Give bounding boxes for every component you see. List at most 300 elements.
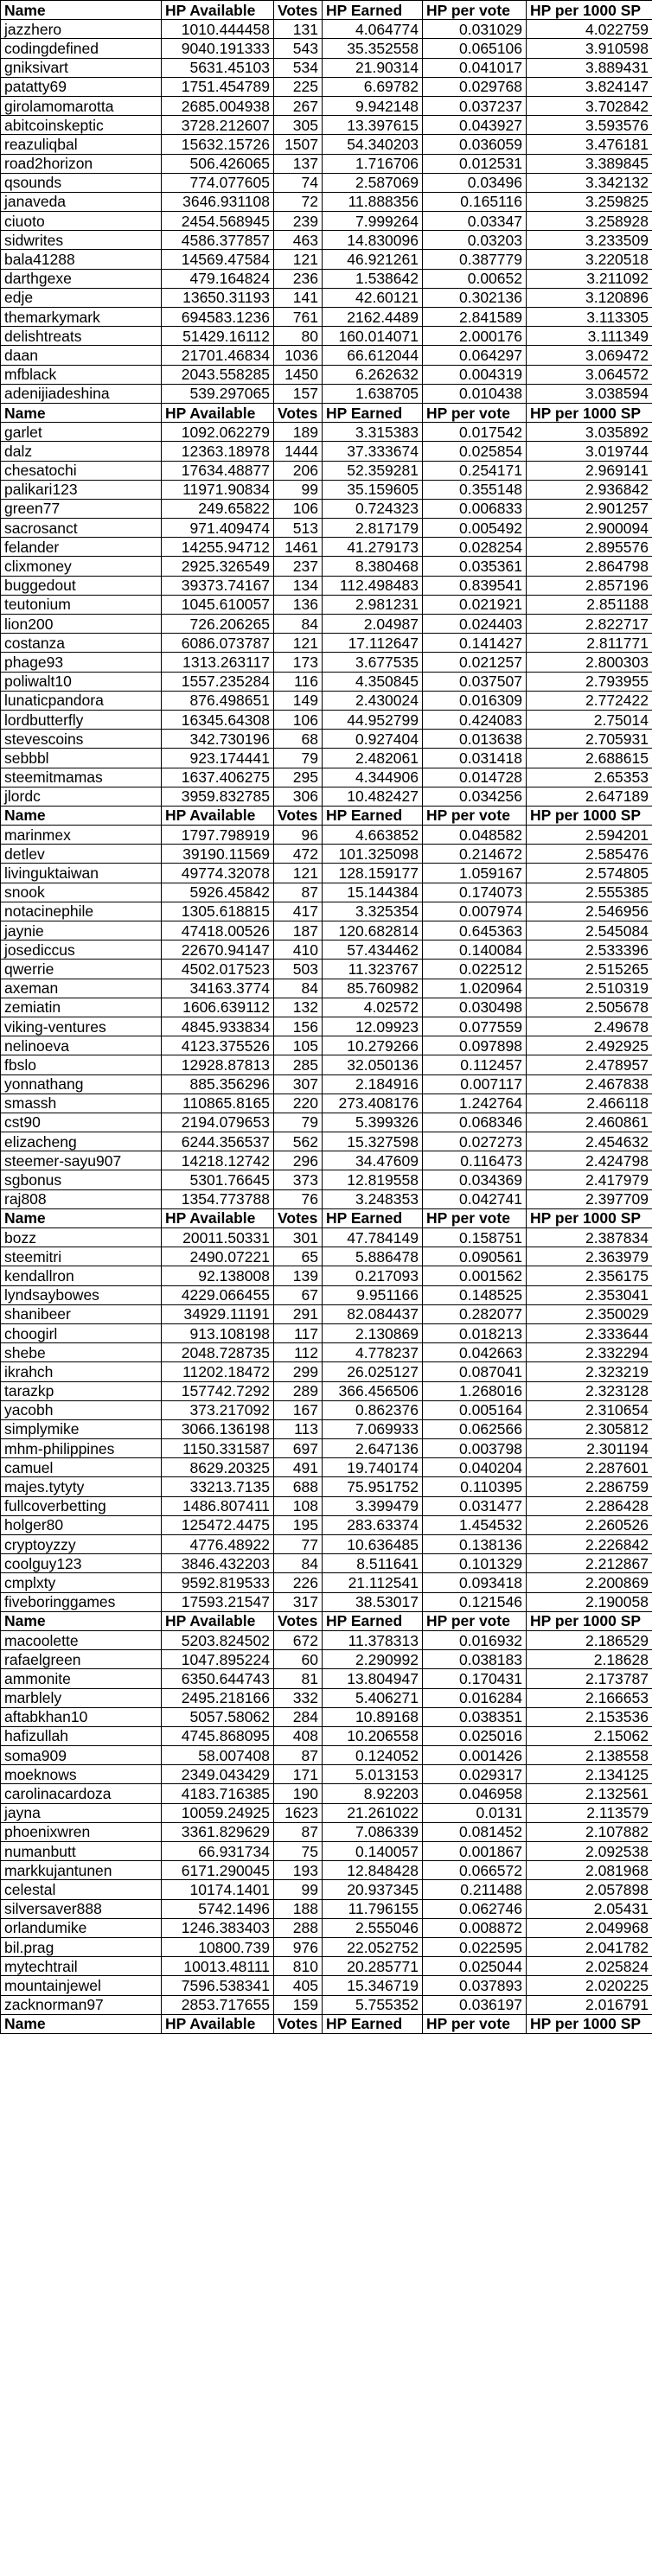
cell-hp-earned: 273.408176 (323, 1094, 423, 1113)
header-row (1, 1611, 652, 1630)
cell-hp-earned: 66.612044 (323, 346, 423, 365)
cell-votes: 1623 (274, 1803, 323, 1822)
table-row (1, 1132, 652, 1151)
table-row (1, 826, 652, 845)
cell-name: snook (1, 883, 162, 902)
header-row (1, 2014, 652, 2033)
cell-votes: 463 (274, 231, 323, 250)
cell-hp-earned: 47.784149 (323, 1228, 423, 1247)
cell-votes: 99 (274, 1880, 323, 1899)
cell-hp-per-1000-sp: 2.647189 (527, 787, 652, 806)
cell-hp-earned: 5.399326 (323, 1113, 423, 1132)
cell-hp-per-vote: 1.059167 (423, 864, 527, 883)
cell-hp-available: 479.164824 (162, 269, 274, 288)
cell-name: adenijiadeshina (1, 384, 162, 403)
cell-hp-per-vote: 0.093418 (423, 1573, 527, 1592)
cell-hp-earned: 160.014071 (323, 327, 423, 346)
table-row (1, 787, 652, 806)
cell-hp-earned: 2.817179 (323, 519, 423, 538)
cell-hp-earned: 32.050136 (323, 1055, 423, 1074)
table-row (1, 1074, 652, 1094)
cell-hp-per-1000-sp: 2.356175 (527, 1266, 652, 1285)
cell-name: jaynie (1, 921, 162, 940)
cell-hp-available: 1354.773788 (162, 1189, 274, 1208)
cell-hp-per-vote: 0.008872 (423, 1918, 527, 1937)
cell-name: marinmex (1, 826, 162, 845)
cell-hp-available: 4745.868095 (162, 1726, 274, 1745)
column-header-votes: Votes (274, 1611, 323, 1630)
cell-hp-available: 1047.895224 (162, 1650, 274, 1669)
cell-hp-available: 2495.218166 (162, 1688, 274, 1707)
cell-hp-available: 2043.558285 (162, 365, 274, 384)
cell-hp-per-1000-sp: 2.15062 (527, 1726, 652, 1745)
cell-votes: 77 (274, 1535, 323, 1554)
cell-hp-per-vote: 0.077559 (423, 1017, 527, 1036)
cell-hp-earned: 21.90314 (323, 58, 423, 77)
cell-hp-per-1000-sp: 2.417979 (527, 1170, 652, 1189)
cell-hp-per-vote: 0.029317 (423, 1765, 527, 1784)
cell-hp-earned: 4.02572 (323, 998, 423, 1017)
cell-hp-earned: 11.796155 (323, 1899, 423, 1918)
table-row (1, 1861, 652, 1880)
cell-hp-earned: 0.724323 (323, 499, 423, 518)
cell-name: ammonite (1, 1669, 162, 1688)
table-row (1, 1937, 652, 1956)
cell-hp-earned: 15.327598 (323, 1132, 423, 1151)
cell-votes: 79 (274, 749, 323, 768)
cell-hp-available: 12928.87813 (162, 1055, 274, 1074)
cell-votes: 188 (274, 1899, 323, 1918)
table-row (1, 1554, 652, 1573)
cell-hp-earned: 2.647136 (323, 1439, 423, 1458)
cell-hp-earned: 54.340203 (323, 135, 423, 154)
cell-hp-available: 3959.832785 (162, 787, 274, 806)
table-row (1, 1151, 652, 1170)
column-header-name: Name (1, 1611, 162, 1630)
cell-hp-per-1000-sp: 3.824147 (527, 77, 652, 96)
cell-hp-available: 17634.48877 (162, 461, 274, 480)
cell-hp-available: 10800.739 (162, 1937, 274, 1956)
table-row (1, 1784, 652, 1803)
table-row (1, 1017, 652, 1036)
cell-hp-per-vote: 0.03496 (423, 173, 527, 192)
cell-name: gniksivart (1, 58, 162, 77)
cell-votes: 187 (274, 921, 323, 940)
cell-hp-per-1000-sp: 2.332294 (527, 1343, 652, 1362)
cell-name: smassh (1, 1094, 162, 1113)
cell-hp-earned: 2.555046 (323, 1918, 423, 1937)
cell-hp-per-vote: 1.242764 (423, 1094, 527, 1113)
cell-hp-available: 1246.383403 (162, 1918, 274, 1937)
cell-hp-available: 1797.798919 (162, 826, 274, 845)
table-row (1, 1189, 652, 1208)
table-row (1, 864, 652, 883)
table-row (1, 1323, 652, 1342)
cell-votes: 106 (274, 710, 323, 729)
column-header-hp-per-vote: HP per vote (423, 1208, 527, 1227)
cell-name: holger80 (1, 1515, 162, 1534)
cell-hp-available: 1637.406275 (162, 768, 274, 787)
cell-hp-available: 913.108198 (162, 1323, 274, 1342)
cell-votes: 84 (274, 1554, 323, 1573)
cell-name: green77 (1, 499, 162, 518)
cell-hp-available: 539.297065 (162, 384, 274, 403)
cell-hp-available: 774.077605 (162, 173, 274, 192)
table-row (1, 979, 652, 998)
cell-hp-earned: 22.052752 (323, 1937, 423, 1956)
cell-hp-available: 6171.290045 (162, 1861, 274, 1880)
column-header-hp-earned: HP Earned (323, 1208, 423, 1227)
table-row (1, 691, 652, 710)
cell-hp-earned: 19.740174 (323, 1458, 423, 1477)
cell-hp-earned: 5.013153 (323, 1765, 423, 1784)
cell-hp-earned: 0.862376 (323, 1400, 423, 1419)
cell-hp-per-1000-sp: 2.190058 (527, 1592, 652, 1611)
column-header-name: Name (1, 1208, 162, 1227)
cell-hp-per-vote: 0.839541 (423, 576, 527, 595)
cell-name: mhm-philippines (1, 1439, 162, 1458)
table-row (1, 96, 652, 115)
cell-votes: 75 (274, 1842, 323, 1861)
column-header-name: Name (1, 403, 162, 422)
cell-hp-per-1000-sp: 2.705931 (527, 730, 652, 749)
cell-votes: 810 (274, 1957, 323, 1976)
cell-hp-per-vote: 0.001562 (423, 1266, 527, 1285)
cell-hp-earned: 10.482427 (323, 787, 423, 806)
cell-hp-available: 49774.32078 (162, 864, 274, 883)
cell-hp-available: 14255.94712 (162, 538, 274, 557)
cell-votes: 113 (274, 1419, 323, 1438)
table-row (1, 58, 652, 77)
cell-hp-available: 5742.1496 (162, 1899, 274, 1918)
cell-votes: 472 (274, 845, 323, 864)
cell-hp-earned: 6.69782 (323, 77, 423, 96)
cell-votes: 87 (274, 1746, 323, 1765)
cell-hp-available: 1606.639112 (162, 998, 274, 1017)
cell-hp-per-vote: 0.170431 (423, 1669, 527, 1688)
table-row (1, 1822, 652, 1841)
cell-hp-per-vote: 0.031418 (423, 749, 527, 768)
cell-name: steemer-sayu907 (1, 1151, 162, 1170)
cell-hp-available: 92.138008 (162, 1266, 274, 1285)
cell-votes: 171 (274, 1765, 323, 1784)
cell-votes: 305 (274, 116, 323, 135)
cell-hp-per-vote: 0.035361 (423, 557, 527, 576)
cell-hp-per-1000-sp: 2.041782 (527, 1937, 652, 1956)
cell-name: aftabkhan10 (1, 1707, 162, 1726)
cell-hp-available: 6086.073787 (162, 634, 274, 653)
cell-hp-per-1000-sp: 2.555385 (527, 883, 652, 902)
cell-name: jlordc (1, 787, 162, 806)
table-body (1, 1, 652, 2034)
cell-hp-per-1000-sp: 3.342132 (527, 173, 652, 192)
cell-hp-per-vote: 0.064297 (423, 346, 527, 365)
cell-votes: 307 (274, 1074, 323, 1094)
cell-votes: 65 (274, 1247, 323, 1266)
cell-votes: 317 (274, 1592, 323, 1611)
cell-hp-earned: 12.848428 (323, 1861, 423, 1880)
cell-votes: 296 (274, 1151, 323, 1170)
cell-hp-earned: 2.587069 (323, 173, 423, 192)
cell-hp-available: 5057.58062 (162, 1707, 274, 1726)
cell-hp-available: 39373.74167 (162, 576, 274, 595)
cell-hp-per-vote: 0.027273 (423, 1132, 527, 1151)
cell-hp-per-vote: 0.043927 (423, 116, 527, 135)
cell-hp-earned: 101.325098 (323, 845, 423, 864)
cell-name: abitcoinskeptic (1, 116, 162, 135)
table-row (1, 231, 652, 250)
cell-name: sebbbl (1, 749, 162, 768)
cell-hp-available: 3846.432203 (162, 1554, 274, 1573)
cell-hp-available: 5631.45103 (162, 58, 274, 77)
cell-hp-earned: 13.397615 (323, 116, 423, 135)
cell-hp-per-1000-sp: 2.020225 (527, 1976, 652, 1995)
table-row (1, 135, 652, 154)
cell-hp-earned: 7.069933 (323, 1419, 423, 1438)
cell-hp-per-1000-sp: 2.153536 (527, 1707, 652, 1726)
table-row (1, 1918, 652, 1937)
cell-hp-per-vote: 0.138136 (423, 1535, 527, 1554)
header-row (1, 1208, 652, 1227)
cell-name: girolamomarotta (1, 96, 162, 115)
table-row (1, 1266, 652, 1285)
cell-hp-per-1000-sp: 2.800303 (527, 653, 652, 672)
cell-votes: 157 (274, 384, 323, 403)
cell-votes: 299 (274, 1362, 323, 1381)
cell-hp-per-vote: 0.016284 (423, 1688, 527, 1707)
cell-votes: 99 (274, 480, 323, 499)
cell-hp-per-vote: 0.041017 (423, 58, 527, 77)
cell-votes: 672 (274, 1630, 323, 1649)
cell-votes: 289 (274, 1381, 323, 1400)
column-header-hp-per-1000-sp: HP per 1000 SP (527, 1208, 652, 1227)
cell-name: sacrosanct (1, 519, 162, 538)
cell-hp-per-1000-sp: 3.593576 (527, 116, 652, 135)
table-row (1, 77, 652, 96)
cell-name: rafaelgreen (1, 1650, 162, 1669)
cell-votes: 167 (274, 1400, 323, 1419)
cell-hp-available: 20011.50331 (162, 1228, 274, 1247)
cell-hp-per-1000-sp: 3.019744 (527, 442, 652, 461)
cell-votes: 81 (274, 1669, 323, 1688)
table-row (1, 576, 652, 595)
cell-name: silversaver888 (1, 1899, 162, 1918)
table-row (1, 250, 652, 269)
cell-hp-available: 694583.1236 (162, 308, 274, 327)
cell-hp-per-vote: 0.165116 (423, 192, 527, 211)
column-header-hp-available: HP Available (162, 403, 274, 422)
cell-hp-per-1000-sp: 3.038594 (527, 384, 652, 403)
column-header-hp-per-1000-sp: HP per 1000 SP (527, 806, 652, 825)
cell-hp-per-vote: 0.001426 (423, 1746, 527, 1765)
cell-hp-per-1000-sp: 2.772422 (527, 691, 652, 710)
cell-hp-per-vote: 2.000176 (423, 327, 527, 346)
cell-hp-earned: 3.315383 (323, 423, 423, 442)
cell-name: dalz (1, 442, 162, 461)
cell-votes: 237 (274, 557, 323, 576)
table-row (1, 557, 652, 576)
table-row (1, 1285, 652, 1304)
cell-hp-earned: 12.09923 (323, 1017, 423, 1036)
table-row (1, 1746, 652, 1765)
cell-hp-earned: 41.279173 (323, 538, 423, 557)
cell-hp-earned: 52.359281 (323, 461, 423, 480)
cell-votes: 206 (274, 461, 323, 480)
cell-hp-available: 7596.538341 (162, 1976, 274, 1995)
cell-votes: 173 (274, 653, 323, 672)
cell-name: zacknorman97 (1, 1995, 162, 2014)
cell-hp-available: 51429.16112 (162, 327, 274, 346)
table-row (1, 1381, 652, 1400)
cell-hp-per-1000-sp: 2.467838 (527, 1074, 652, 1094)
cell-name: simplymike (1, 1419, 162, 1438)
cell-hp-available: 4776.48922 (162, 1535, 274, 1554)
cell-hp-per-1000-sp: 2.492925 (527, 1036, 652, 1055)
cell-votes: 132 (274, 998, 323, 1017)
cell-hp-per-vote: 0.302136 (423, 288, 527, 307)
cell-votes: 134 (274, 576, 323, 595)
cell-votes: 105 (274, 1036, 323, 1055)
cell-name: felander (1, 538, 162, 557)
cell-hp-per-1000-sp: 2.546956 (527, 902, 652, 921)
table-row (1, 902, 652, 921)
cell-hp-available: 11202.18472 (162, 1362, 274, 1381)
table-row (1, 1343, 652, 1362)
cell-hp-per-vote: 0.046958 (423, 1784, 527, 1803)
cell-hp-available: 4586.377857 (162, 231, 274, 250)
cell-hp-available: 6350.644743 (162, 1669, 274, 1688)
cell-hp-per-vote: 0.068346 (423, 1113, 527, 1132)
cell-hp-per-vote: 0.029768 (423, 77, 527, 96)
cell-hp-per-vote: 0.028254 (423, 538, 527, 557)
column-header-hp-earned: HP Earned (323, 806, 423, 825)
cell-name: costanza (1, 634, 162, 653)
cell-hp-available: 3646.931108 (162, 192, 274, 211)
cell-hp-per-1000-sp: 2.510319 (527, 979, 652, 998)
cell-hp-per-1000-sp: 2.49678 (527, 1017, 652, 1036)
cell-votes: 79 (274, 1113, 323, 1132)
column-header-hp-per-1000-sp: HP per 1000 SP (527, 403, 652, 422)
cell-hp-earned: 17.112647 (323, 634, 423, 653)
cell-hp-earned: 37.333674 (323, 442, 423, 461)
cell-name: palikari123 (1, 480, 162, 499)
cell-name: lunaticpandora (1, 691, 162, 710)
cell-hp-available: 726.206265 (162, 615, 274, 634)
cell-hp-earned: 42.60121 (323, 288, 423, 307)
cell-hp-per-1000-sp: 2.025824 (527, 1957, 652, 1976)
column-header-hp-earned: HP Earned (323, 1, 423, 20)
cell-hp-per-vote: 1.020964 (423, 979, 527, 998)
cell-hp-available: 13650.31193 (162, 288, 274, 307)
cell-hp-available: 4183.716385 (162, 1784, 274, 1803)
cell-hp-available: 14218.12742 (162, 1151, 274, 1170)
column-header-hp-per-vote: HP per vote (423, 1611, 527, 1630)
cell-hp-available: 2490.07221 (162, 1247, 274, 1266)
cell-hp-per-1000-sp: 3.069472 (527, 346, 652, 365)
cell-hp-per-1000-sp: 2.387834 (527, 1228, 652, 1247)
cell-hp-available: 5203.824502 (162, 1630, 274, 1649)
cell-hp-available: 21701.46834 (162, 346, 274, 365)
cell-hp-earned: 2.482061 (323, 749, 423, 768)
cell-hp-per-1000-sp: 2.138558 (527, 1746, 652, 1765)
cell-votes: 267 (274, 96, 323, 115)
cell-hp-earned: 15.346719 (323, 1976, 423, 1995)
cell-hp-per-1000-sp: 2.515265 (527, 960, 652, 979)
cell-hp-earned: 57.434462 (323, 940, 423, 960)
cell-name: poliwalt10 (1, 672, 162, 691)
cell-name: clixmoney (1, 557, 162, 576)
cell-name: livinguktaiwan (1, 864, 162, 883)
cell-hp-per-vote: 0.007117 (423, 1074, 527, 1094)
cell-hp-available: 2925.326549 (162, 557, 274, 576)
cell-hp-per-vote: 0.022512 (423, 960, 527, 979)
cell-hp-per-vote: 0.254171 (423, 461, 527, 480)
cell-votes: 116 (274, 672, 323, 691)
cell-hp-per-1000-sp: 3.910598 (527, 39, 652, 58)
cell-votes: 112 (274, 1343, 323, 1362)
cell-hp-per-vote: 0.062566 (423, 1419, 527, 1438)
cell-hp-available: 16345.64308 (162, 710, 274, 729)
cell-hp-per-1000-sp: 2.323219 (527, 1362, 652, 1381)
table-row (1, 1094, 652, 1113)
table-row (1, 1055, 652, 1074)
table-row (1, 730, 652, 749)
cell-hp-earned: 8.92203 (323, 1784, 423, 1803)
cell-hp-available: 39190.11569 (162, 845, 274, 864)
cell-hp-per-1000-sp: 2.286759 (527, 1477, 652, 1496)
cell-votes: 225 (274, 77, 323, 96)
cell-name: qwerrie (1, 960, 162, 979)
cell-name: markkujantunen (1, 1861, 162, 1880)
cell-name: tarazkp (1, 1381, 162, 1400)
column-header-hp-per-1000-sp: HP per 1000 SP (527, 1611, 652, 1630)
cell-hp-per-1000-sp: 2.333644 (527, 1323, 652, 1342)
cell-hp-per-vote: 0.048582 (423, 826, 527, 845)
header-row (1, 1, 652, 20)
cell-hp-per-1000-sp: 2.113579 (527, 1803, 652, 1822)
table-row (1, 212, 652, 231)
cell-hp-earned: 2.130869 (323, 1323, 423, 1342)
cell-hp-per-1000-sp: 2.173787 (527, 1669, 652, 1688)
cell-hp-per-1000-sp: 2.016791 (527, 1995, 652, 2014)
table-row (1, 634, 652, 653)
cell-hp-earned: 1.538642 (323, 269, 423, 288)
column-header-name: Name (1, 2014, 162, 2033)
cell-hp-earned: 20.285771 (323, 1957, 423, 1976)
cell-hp-available: 14569.47584 (162, 250, 274, 269)
column-header-votes: Votes (274, 403, 323, 422)
cell-name: zemiatin (1, 998, 162, 1017)
column-header-hp-per-vote: HP per vote (423, 2014, 527, 2033)
cell-name: viking-ventures (1, 1017, 162, 1036)
column-header-votes: Votes (274, 2014, 323, 2033)
cell-name: raj808 (1, 1189, 162, 1208)
cell-hp-per-vote: 0.424083 (423, 710, 527, 729)
cell-name: soma909 (1, 1746, 162, 1765)
table-row (1, 346, 652, 365)
cell-hp-available: 5301.76645 (162, 1170, 274, 1189)
cell-votes: 141 (274, 288, 323, 307)
cell-hp-earned: 10.636485 (323, 1535, 423, 1554)
cell-name: patatty69 (1, 77, 162, 96)
cell-hp-per-vote: 1.268016 (423, 1381, 527, 1400)
cell-hp-per-vote: 0.097898 (423, 1036, 527, 1055)
cell-hp-available: 506.426065 (162, 154, 274, 173)
cell-hp-earned: 2162.4489 (323, 308, 423, 327)
cell-name: teutonium (1, 595, 162, 614)
cell-votes: 513 (274, 519, 323, 538)
cell-hp-earned: 4.350845 (323, 672, 423, 691)
